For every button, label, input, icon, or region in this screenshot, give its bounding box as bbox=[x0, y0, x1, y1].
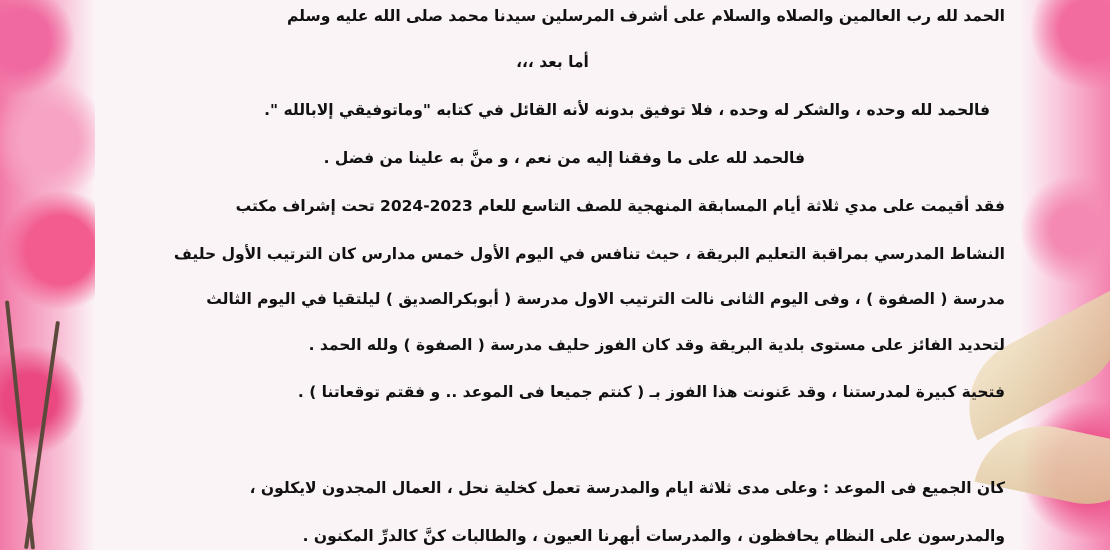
text-line: فقد أقيمت على مدي ثلاثة أيام المسابقة المنهجية للصف التاسع للعام 2023-2024 تحت إشراف مكتب bbox=[235, 197, 1005, 215]
text-line: أما بعد ،،، bbox=[516, 53, 589, 71]
floral-border-left bbox=[0, 0, 95, 550]
text-line: لتحديد الفائز على مستوى بلدية البريقة وقد كان الفوز حليف مدرسة ( الصفوة ) ولله الحمد . bbox=[308, 336, 1005, 354]
text-line: الحمد لله رب العالمين والصلاه والسلام على أشرف المرسلين سيدنا محمد صلى الله عليه وسلم bbox=[287, 7, 1005, 25]
text-line: فتحية كبيرة لمدرستنا ، وقد عَنونت هذا الفوز بـ ( كنتم جميعا فى الموعد .. و فقتم توقعاتنا ) . bbox=[297, 383, 1005, 401]
text-line: فالحمد لله على ما وفقنا إليه من نعم ، و منَّ به علينا من فضل . bbox=[323, 149, 805, 167]
text-line: والمدرسون على النظام يحافظون ، والمدرسات أبهرنا العيون ، والطالبات كنَّ كالدرِّ المكنون . bbox=[302, 527, 1005, 545]
text-line: مدرسة ( الصفوة ) ، وفى اليوم الثانى نالت الترتيب الاول مدرسة ( أبوبكرالصديق ) ليلتقيا في اليوم الثالث bbox=[206, 290, 1005, 308]
text-line: فالحمد لله وحده ، والشكر له وحده ، فلا توفيق بدونه لأنه القائل في كتابه "وماتوفيقي إلابالله ". bbox=[264, 101, 990, 119]
text-line: النشاط المدرسي بمراقبة التعليم البريقة ، حيث تنافس في اليوم الأول خمس مدارس كان الترتيب الأول حليف bbox=[173, 245, 1005, 263]
text-line: كان الجميع فى الموعد : وعلى مدى ثلاثة ايام والمدرسة تعمل كخلية نحل ، العمال المجدون لايكلون ، bbox=[249, 479, 1005, 497]
